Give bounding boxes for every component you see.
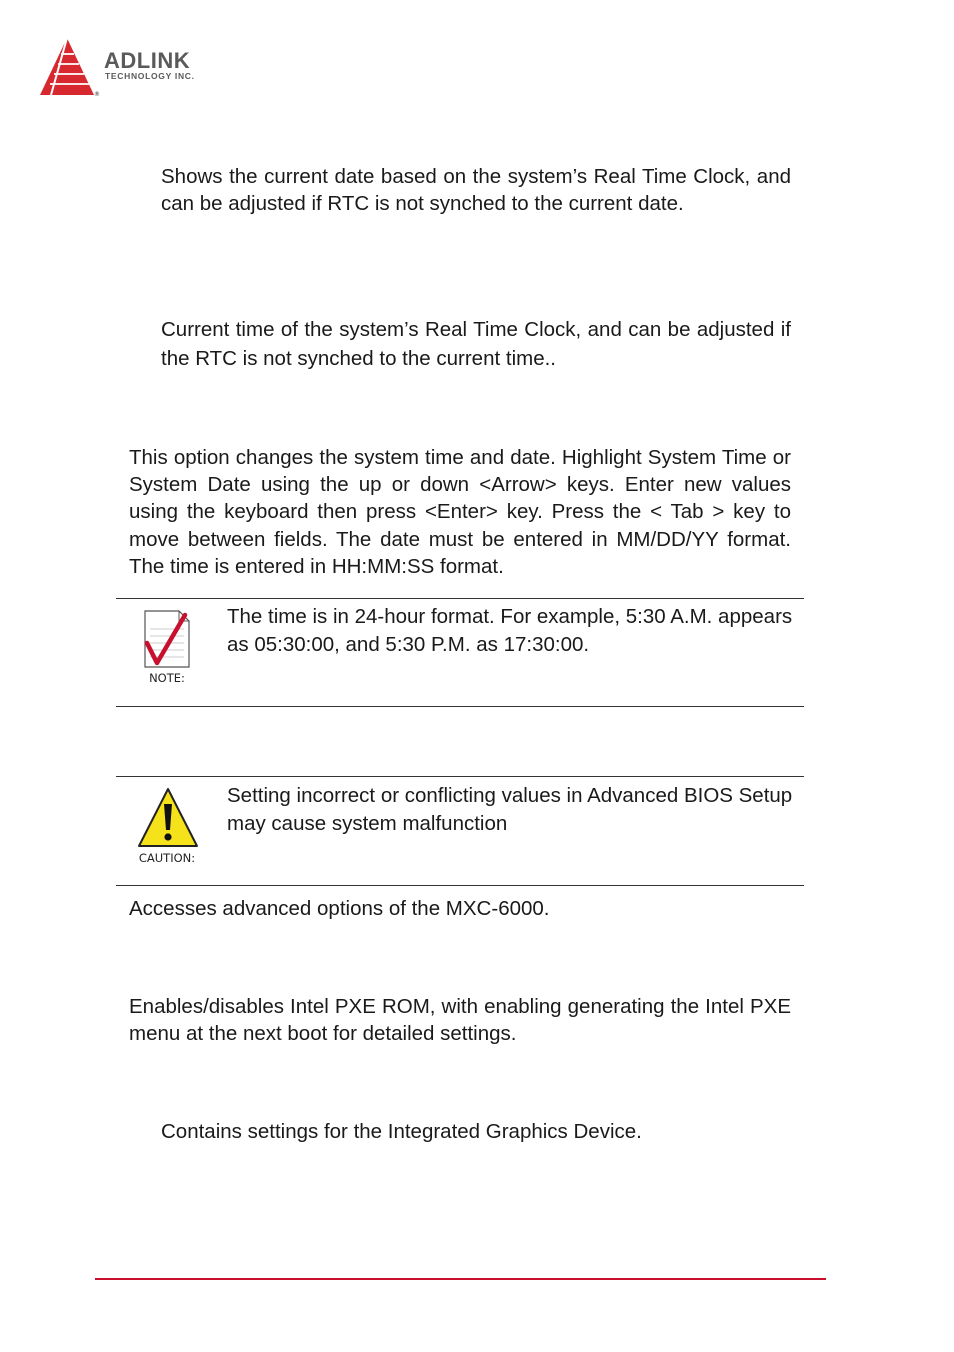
pxe-description: Enables/disables Intel PXE ROM, with enabling generating the Intel PXE menu at the next boot for detailed settings.: [129, 995, 791, 1046]
system-time-description: Current time of the system’s Real Time Clock, and can be adjusted if the RTC is not synched to the current time..: [161, 318, 791, 370]
date-time-instructions: This option changes the system time and date. Highlight System Time or System Date using the up or down <Arrow> keys. Enter new values using the keyboard then press <Enter> key. Press the < Tab > key to move between fields. The date must be entered in MM/DD/YY format. The time is entered in HH:MM:SS format.: [129, 446, 791, 578]
caution-top-rule: [116, 776, 804, 777]
note-bottom-rule: [116, 706, 804, 707]
caution-text: Setting incorrect or conflicting values in Advanced BIOS Setup may cause system malfunction: [227, 784, 793, 835]
adlink-triangle-icon: [38, 36, 102, 98]
system-date-description: Shows the current date based on the system’s Real Time Clock, and can be adjusted if RTC is not synched to the current date.: [161, 165, 791, 216]
caution-label: CAUTION:: [138, 851, 196, 865]
logo-tagline: TECHNOLOGY INC.: [105, 71, 195, 81]
note-label: NOTE:: [149, 671, 185, 685]
caution-bottom-rule: [116, 885, 804, 886]
logo-wordmark: ADLINK: [104, 48, 191, 73]
footer-rule: [95, 1278, 826, 1280]
igd-description: Contains settings for the Integrated Graphics Device.: [161, 1120, 642, 1143]
checkmark-note-icon: [141, 609, 193, 671]
warning-triangle-icon: [136, 786, 200, 850]
note-text: The time is in 24-hour format. For example, 5:30 A.M. appears as 05:30:00, and 5:30 P.M. as 17:30:00.: [227, 605, 793, 656]
advanced-description: Accesses advanced options of the MXC-6000.: [129, 897, 550, 920]
note-top-rule: [116, 598, 804, 599]
svg-text:®: ®: [94, 91, 100, 98]
adlink-logo: [38, 36, 238, 98]
